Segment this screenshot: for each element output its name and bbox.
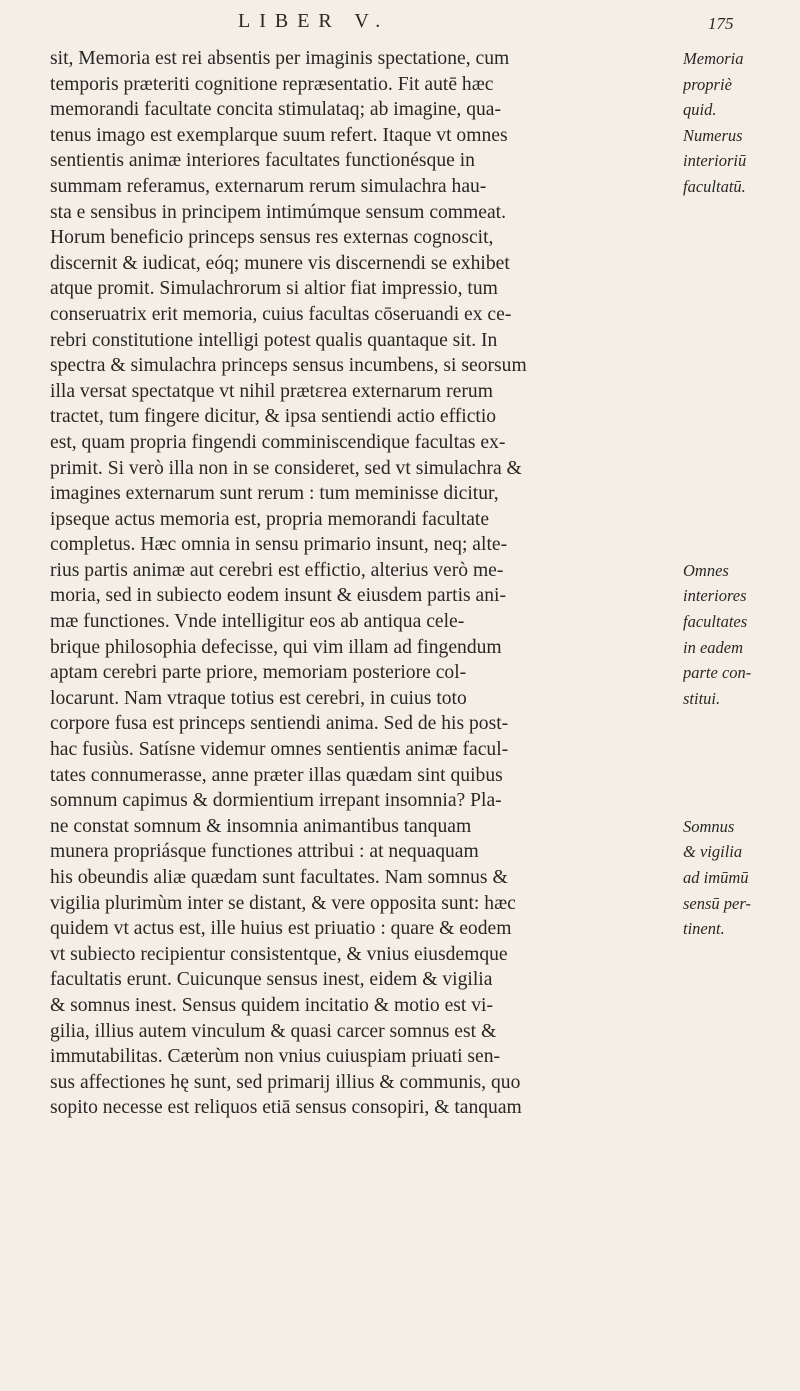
margin-note: Somnus: [683, 816, 735, 836]
text-line: imagines externarum sunt rerum : tum meminisse dicitur,: [50, 483, 499, 505]
text-line: vt subiecto recipientur consistentque, & vnius eiusdemque: [50, 943, 508, 965]
text-line: illa versat spectatque vt nihil prætεrea externarum rerum: [50, 380, 493, 402]
text-line: sit, Memoria est rei absentis per imaginis spectatione, cum: [50, 48, 510, 69]
margin-glosses: [683, 46, 795, 1121]
text-line: immutabilitas. Cæterùm non vnius cuiuspiam priuati sen-: [50, 1046, 501, 1068]
margin-note: facultatū.: [683, 176, 746, 196]
margin-note: quid.: [683, 100, 717, 120]
text-line: discernit & iudicat, eóq; munere vis discernendi se exhibet: [50, 252, 510, 274]
text-line: sopito necesse est reliquos etiā sensus consopiri, & tanquam: [50, 1097, 522, 1119]
text-line: rebri constitutione intelligi potest qualis quantaque sit. In: [50, 329, 498, 351]
text-line: brique philosophia defecisse, qui vim illam ad fingendum: [50, 636, 502, 658]
text-line: tractet, tum fingere dicitur, & ipsa sentiendi actio effictio: [50, 406, 497, 428]
text-line: tenus imago est exemplarque suum refert. Itaque vt omnes: [50, 124, 508, 146]
text-line: memorandi facultate concita stimulataq; ab imagine, qua-: [50, 99, 502, 121]
margin-note: interiores: [683, 586, 747, 606]
text-line: facultatis erunt. Cuicunque sensus inest, eidem & vigilia: [50, 969, 493, 991]
margin-note: parte con-: [683, 663, 752, 683]
margin-note: sensū per-: [683, 893, 751, 913]
margin-note: tinent.: [683, 919, 725, 939]
text-line: summam referamus, externarum rerum simulachra hau-: [50, 175, 487, 197]
text-line: tates connumerasse, anne præter illas quædam sint quibus: [50, 764, 503, 786]
text-line: vigilia plurimùm inter se distant, & vere opposita sunt: hæc: [50, 892, 516, 914]
text-line: temporis præteriti cognitione repræsentatio. Fit autē hæc: [50, 73, 494, 95]
running-head: LIBER V.: [238, 10, 390, 32]
text-line: somnum capimus & dormientium irrepant insomnia? Pla-: [50, 790, 502, 812]
page-number: 175: [708, 14, 734, 33]
text-line: hac fusiùs. Satísne videmur omnes sentientis animæ facul-: [50, 739, 509, 761]
margin-note: interioriū: [683, 151, 747, 171]
margin-note: ad imūmū: [683, 868, 749, 887]
text-line: atque promit. Simulachrorum si altior fiat impressio, tum: [50, 278, 498, 300]
body-text: [50, 46, 670, 1121]
text-line: mæ functiones. Vnde intelligitur eos ab antiqua cele-: [50, 611, 465, 633]
text-line: & somnus inest. Sensus quidem incitatio & motio est vi-: [50, 994, 494, 1016]
text-line: his obeundis aliæ quædam sunt facultates. Nam somnus &: [50, 867, 508, 888]
margin-note: stitui.: [683, 688, 721, 708]
text-line: gilia, illius autem vinculum & quasi carcer somnus est &: [50, 1020, 497, 1042]
text-line: conseruatrix erit memoria, cuius facultas cōseruandi ex ce-: [50, 303, 512, 325]
text-line: spectra & simulachra princeps sensus incumbens, si seorsum: [50, 355, 527, 377]
text-line: sentientis animæ interiores facultates functionésque in: [50, 150, 475, 172]
margin-note: in eadem: [683, 637, 744, 657]
text-line: completus. Hæc omnia in sensu primario insunt, neq; alte-: [50, 534, 508, 556]
margin-note: Numerus: [683, 125, 743, 145]
text-line: primit. Si verò illa non in se consideret, sed vt simulachra &: [50, 457, 522, 479]
margin-note: propriè: [683, 74, 732, 94]
text-line: moria, sed in subiecto eodem insunt & eiusdem partis ani-: [50, 585, 507, 607]
text-line: ne constat somnum & insomnia animantibus tanquam: [50, 815, 472, 837]
text-line: est, quam propria fingendi comminiscendique facultas ex-: [50, 431, 506, 453]
margin-note: facultates: [683, 612, 748, 632]
text-line: quidem vt actus est, ille huius est priuatio : quare & eodem: [50, 918, 512, 940]
text-line: sus affectiones hę sunt, sed primarij illius & communis, quo: [50, 1071, 521, 1093]
text-line: aptam cerebri parte priore, memoriam posteriore col-: [50, 662, 467, 684]
text-line: munera propriásque functiones attribui : at nequaquam: [50, 841, 479, 863]
text-line: sta e sensibus in principem intimúmque sensum commeat.: [50, 201, 507, 223]
margin-note: Memoria: [683, 49, 744, 68]
text-line: ipseque actus memoria est, propria memorandi facultate: [50, 508, 490, 530]
margin-note: & vigilia: [683, 842, 743, 862]
text-line: corpore fusa est princeps sentiendi anima. Sed de his post-: [50, 713, 509, 735]
page-header: [0, 10, 800, 40]
text-line: rius partis animæ aut cerebri est effictio, alterius verò me-: [50, 559, 504, 581]
margin-note: Omnes: [683, 560, 729, 580]
text-line: locarunt. Nam vtraque totius est cerebri, in cuius toto: [50, 687, 467, 709]
text-line: Horum beneficio princeps sensus res externas cognoscit,: [50, 227, 494, 249]
